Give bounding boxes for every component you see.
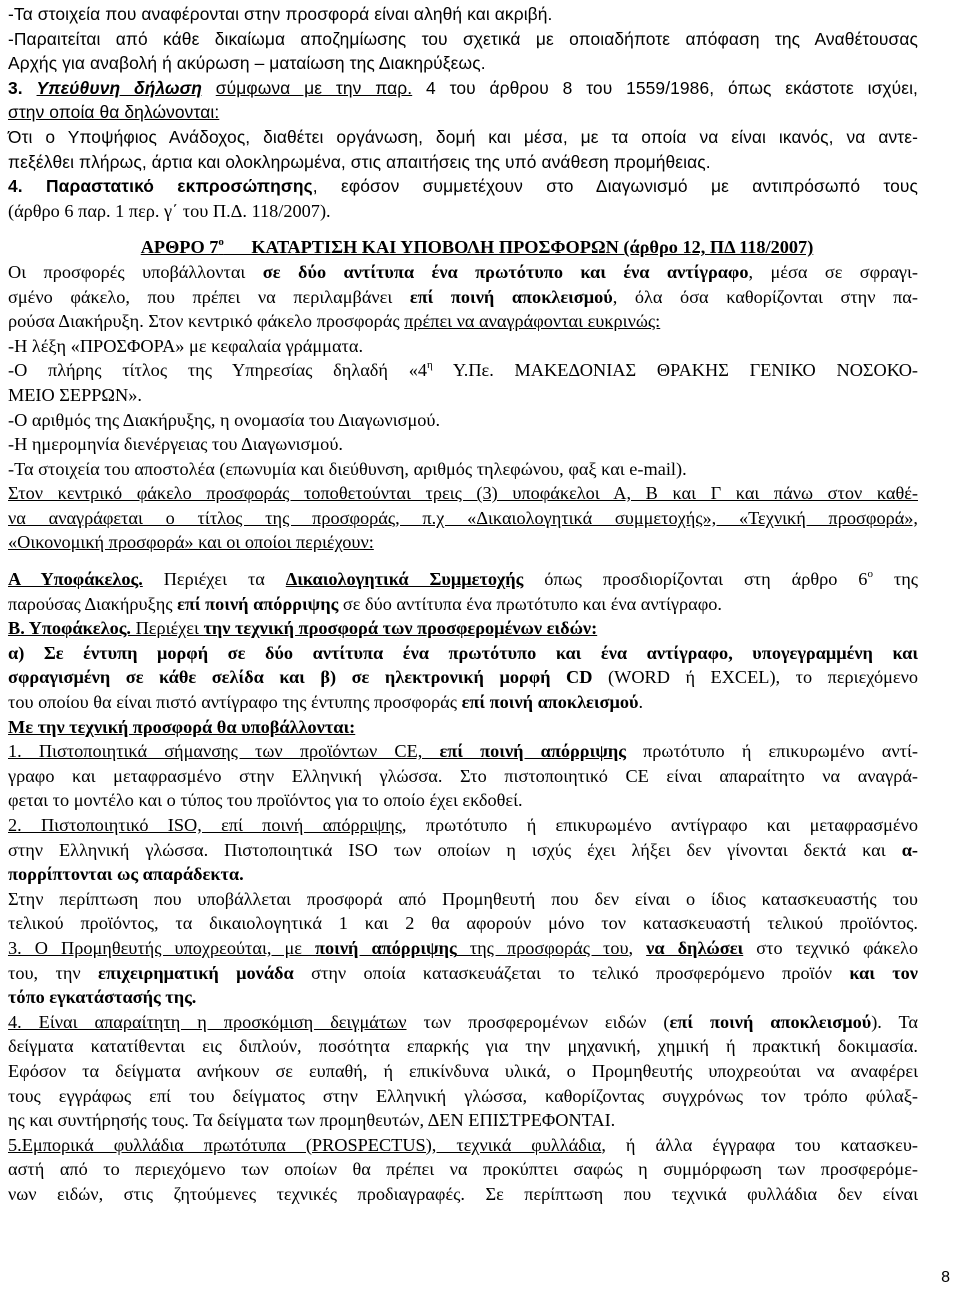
text-fragment: Υ.Πε. ΜΑΚΕΔΟΝΙΑΣ ΘΡΑΚΗΣ ΓΕΝΙΚΟ ΝΟΣΟΚΟ-: [432, 360, 918, 381]
text-line: τόπο εγκατάστασής της.: [8, 987, 197, 1008]
text-line: πορρίπτονται ως απαράδεκτα.: [8, 864, 244, 885]
text-fragment: 4. Είναι απαραίτητη η προσκόμιση δειγμάτων: [8, 1011, 407, 1032]
text-line: [8, 260, 918, 285]
text-fragment: 1. Πιστοποιητικά σήμανσης των προϊόντων CE,: [8, 741, 440, 762]
text-fragment: , μέσα σε σφραγι-: [748, 261, 918, 282]
text-fragment: των προσφερομένων ειδών (: [406, 1011, 670, 1032]
article-title: ΚΑΤΑΡΤΙΣΗ ΚΑΙ ΥΠΟΒΟΛΗ ΠΡΟΣΦΟΡΩΝ (άρθρο 12, ΠΔ 118/2007): [223, 237, 814, 258]
text-fragment: 2. Πιστοποιητικό ISO, επί ποινή απόρριψης,: [8, 815, 407, 835]
item-title: Παραστατικό εκπροσώπησης: [46, 176, 313, 197]
subfolder-a-title: Α Υποφάκελος.: [8, 569, 143, 590]
text-line: [8, 961, 918, 986]
text-fragment: , όλα όσα καθορίζονται στην πα-: [612, 286, 918, 307]
item-title: Υπεύθυνη δήλωση: [36, 77, 202, 98]
text-fragment: -Ο πλήρης τίτλος της Υπηρεσίας δηλαδή «4: [8, 360, 427, 381]
superscript: ο: [218, 236, 224, 249]
text-line: Ότι ο Υποψήφιος Ανάδοχος, διαθέτει οργάνωση, δομή και μέσα, με τα οποία να είναι ικανός, να αντε-: [8, 126, 918, 147]
text-fragment: στο τεχνικό φάκελο: [743, 937, 918, 958]
item-number: 4.: [8, 176, 23, 197]
text-line: -Παραιτείται από κάθε δικαίωμα αποζημίωσης του σχετικά με οποιαδήποτε απόφαση της Αναθέτουσας: [8, 28, 918, 49]
text-fragment: σφραγισμένη σε κάθε σελίδα και β) σε ηλεκτρονική μορφή CD: [8, 667, 593, 688]
text-line: [8, 838, 918, 863]
text-line: -Τα στοιχεία που αναφέρονται στην προσφορά είναι αληθή και ακριβή.: [8, 4, 553, 24]
text-line: [8, 1010, 918, 1035]
text-line: [8, 285, 918, 310]
text-line: να αναγράφεται ο τίτλος της προσφοράς, π.χ «Δικαιολογητικά συμμετοχής», «Τεχνική προσφορά»,: [8, 507, 918, 528]
text-fragment: παρούσας Διακήρυξης: [8, 593, 178, 614]
text-fragment: Περιέχει τα: [142, 569, 286, 590]
text-fragment: σε δύο αντίτυπα ένα πρωτότυπο και ένα αντίγραφο: [262, 261, 749, 282]
subfolder-a-line: [8, 567, 918, 592]
text-fragment: σύμφωνα με την παρ.: [215, 77, 413, 98]
text-line: Στον κεντρικό φάκελο προσφοράς τοποθετούνται τρεις (3) υποφάκελοι Α, Β και Γ και πάνω στον καθέ-: [8, 483, 918, 504]
text-line: [8, 1133, 918, 1158]
text-line: «Οικονομική προσφορά» και οι οποίοι περιέχουν:: [8, 532, 374, 553]
text-line: [8, 813, 918, 838]
text-fragment: 4 του άρθρου 8 του 1559/1986, όπως εκάστοτε ισχύει,: [412, 77, 918, 98]
text-fragment: επί ποινή αποκλεισμού: [669, 1011, 872, 1032]
text-fragment: .: [638, 692, 644, 713]
text-fragment: στην οποία κατασκευάζεται το τελικό προσφερόμενο προϊόν: [293, 962, 850, 983]
text-line: πεξέλθει πλήρως, άρτια και ολοκληρωμένα, στις απαιτήσεις της υπό ανάθεση προμήθειας.: [8, 151, 711, 172]
text-line: στην οποία θα δηλώνονται:: [8, 102, 220, 123]
text-fragment: επί ποινή αποκλεισμού: [461, 692, 639, 713]
text-fragment: πρωτότυπο ή επικυρωμένο αντί-: [625, 741, 918, 762]
text-line: Στην περίπτωση που υποβάλλεται προσφορά από Προμηθευτή που δεν είναι ο ίδιος κατασκευαστής του: [8, 888, 918, 909]
text-fragment: όπως προσδιορίζονται στη άρθρο 6: [523, 569, 868, 590]
text-fragment: επί ποινή αποκλεισμού: [409, 286, 613, 307]
text-fragment: του, την: [8, 962, 99, 983]
text-line: φεται το μοντέλο και ο τύπος του προϊόντος για το οποίο έχει εκδοθεί.: [8, 790, 523, 811]
text-fragment: την τεχνική προσφορά των προσφερομένων ειδών:: [203, 618, 598, 639]
text-line: [8, 309, 918, 334]
text-line: -Ο αριθμός της Διακήρυξης, η ονομασία του Διαγωνισμού.: [8, 409, 441, 430]
subfolder-b-line: [8, 616, 918, 641]
text-line: ης και συντήρησής τους. Τα δείγματα των προμηθευτών, ΔΕΝ ΕΠΙΣΤΡΕΦΟΝΤΑΙ.: [8, 1110, 616, 1131]
text-line: Εφόσον τα δείγματα ανήκουν σε ευπαθή, ή επικίνδυνα υλικά, ο Προμηθευτής υποχρεούται να αναφέρει: [8, 1060, 918, 1081]
subfolder-b-title: Β. Υποφάκελος.: [8, 618, 131, 639]
text-line: τελικού προϊόντος, τα δικαιολογητικά 1 και 2 θα αφορούν μόνο τον κατασκευαστή τελικού προϊόντος.: [8, 913, 918, 934]
text-fragment: Περιέχει: [131, 618, 204, 639]
text-line: (άρθρο 6 παρ. 1 περ. γ΄ του Π.Δ. 118/2007).: [8, 200, 331, 221]
text-fragment: επί ποινή απόρριψης: [177, 593, 339, 614]
text-fragment: α-: [901, 839, 918, 860]
text-fragment: (WORD ή EXCEL), το περιεχόμενο: [592, 667, 918, 688]
text-fragment: 5.Εμπορικά φυλλάδια πρωτότυπα (PROSPECTUS), τεχνικά φυλλάδια: [8, 1134, 602, 1155]
text-line: [8, 739, 918, 764]
page-number: 8: [941, 1269, 950, 1286]
text-fragment: επιχειρηματική μονάδα: [98, 962, 294, 983]
text-line: [8, 358, 918, 383]
text-fragment: να δηλώσει: [646, 937, 744, 958]
spacer: [8, 555, 918, 567]
text-line: τους εγγράφως επί του δείγματος στην Ελληνική γλώσσα, καθορίζοντας συγχρόνως τον τρόπο φύλαξ-: [8, 1085, 918, 1106]
text-fragment: σε δύο αντίτυπα ένα πρωτότυπο και ένα αντίγραφο.: [338, 593, 722, 614]
text-fragment: και τον: [849, 962, 918, 983]
text-fragment: της προσφοράς του: [456, 937, 629, 958]
text-fragment: επί ποινή απόρριψης: [439, 741, 626, 762]
text-line: [8, 690, 918, 715]
text-line: αστή από το περιεχόμενο των οποίων θα πρέπει να προκύπτει σαφώς η συμμόρφωση των προσφερόμε-: [8, 1159, 918, 1180]
text-fragment: της: [872, 569, 919, 590]
text-fragment: ,: [628, 937, 647, 958]
section-heading: Με την τεχνική προσφορά θα υποβάλλονται:: [8, 716, 356, 737]
text-line: γραφο και μεταφρασμένο στην Ελληνική γλώσσα. Στο πιστοποιητικό CE είναι απαραίτητο να αναγρά-: [8, 765, 918, 786]
text-line: ΜΕΙΟ ΣΕΡΡΩΝ».: [8, 384, 142, 405]
text-line: νων ειδών, στις ζητούμενες τεχνικές προδιαγραφές. Σε περίπτωση που τεχνικά φυλλάδια δεν είναι: [8, 1183, 918, 1204]
text-fragment: Δικαιολογητικά Συμμετοχής: [285, 569, 524, 590]
text-line: [8, 665, 918, 690]
spacer: [8, 223, 918, 235]
text-fragment: , εφόσον συμμετέχουν στο Διαγωνισμό με αντιπρόσωπό τους: [312, 176, 918, 197]
text-fragment: σμένο φάκελο, που πρέπει να περιλαμβάνει: [8, 286, 410, 307]
article-number: ΑΡΘΡΟ 7: [140, 237, 219, 258]
item-4-line: [8, 174, 918, 199]
item-number: 3.: [8, 77, 23, 98]
text-fragment: του οποίου θα είναι πιστό αντίγραφο της έντυπης προσφοράς: [8, 692, 462, 713]
superscript: ο: [867, 568, 873, 581]
text-fragment: ποινή απόρριψης: [315, 937, 457, 958]
item-3-line: [8, 76, 918, 101]
text-line: -Η λέξη «ΠΡΟΣΦΟΡΑ» με κεφαλαία γράμματα.: [8, 335, 364, 356]
text-line: [8, 936, 918, 961]
text-line: -Τα στοιχεία του αποστολέα (επωνυμία και διεύθυνση, αριθμός τηλεφώνου, φαξ και e-mail).: [8, 458, 687, 479]
text-fragment: ). Τα: [871, 1011, 918, 1032]
text-fragment: Οι προσφορές υποβάλλονται: [8, 261, 263, 282]
text-line: δείγματα κατατίθενται εις διπλούν, ποσότητα επαρκής για την μηχανική, χημική ή πρακτική δοκιμασία.: [8, 1036, 918, 1057]
document-page: [8, 2, 918, 1207]
text-fragment: πρωτότυπο ή επικυρωμένο αντίγραφο και μεταφρασμένο: [406, 815, 918, 835]
text-fragment: πρέπει να αναγράφονται ευκρινώς:: [404, 311, 661, 332]
text-fragment: 3. Ο Προμηθευτής υποχρεούται, με: [8, 937, 316, 958]
text-line: Αρχής για αναβολή ή ακύρωση – ματαίωση της Διακηρύξεως.: [8, 53, 486, 74]
text-line: [8, 592, 918, 617]
text-line: α) Σε έντυπη μορφή σε δύο αντίτυπα ένα πρωτότυπο και ένα αντίγραφο, υπογεγραμμένη και: [8, 642, 918, 663]
text-fragment: , ή άλλα έγγραφα του κατασκευ-: [601, 1134, 918, 1155]
text-fragment: στην Ελληνική γλώσσα. Πιστοποιητικά ISO των οποίων η ισχύς έχει λήξει δεν γίνονται δεκτά και: [8, 839, 902, 860]
superscript: η: [427, 359, 433, 372]
text-line: -Η ημερομηνία διενέργειας του Διαγωνισμού.: [8, 434, 343, 455]
article-heading: [8, 235, 918, 260]
text-fragment: ρούσα Διακήρυξη. Στον κεντρικό φάκελο προσφοράς: [8, 311, 405, 332]
